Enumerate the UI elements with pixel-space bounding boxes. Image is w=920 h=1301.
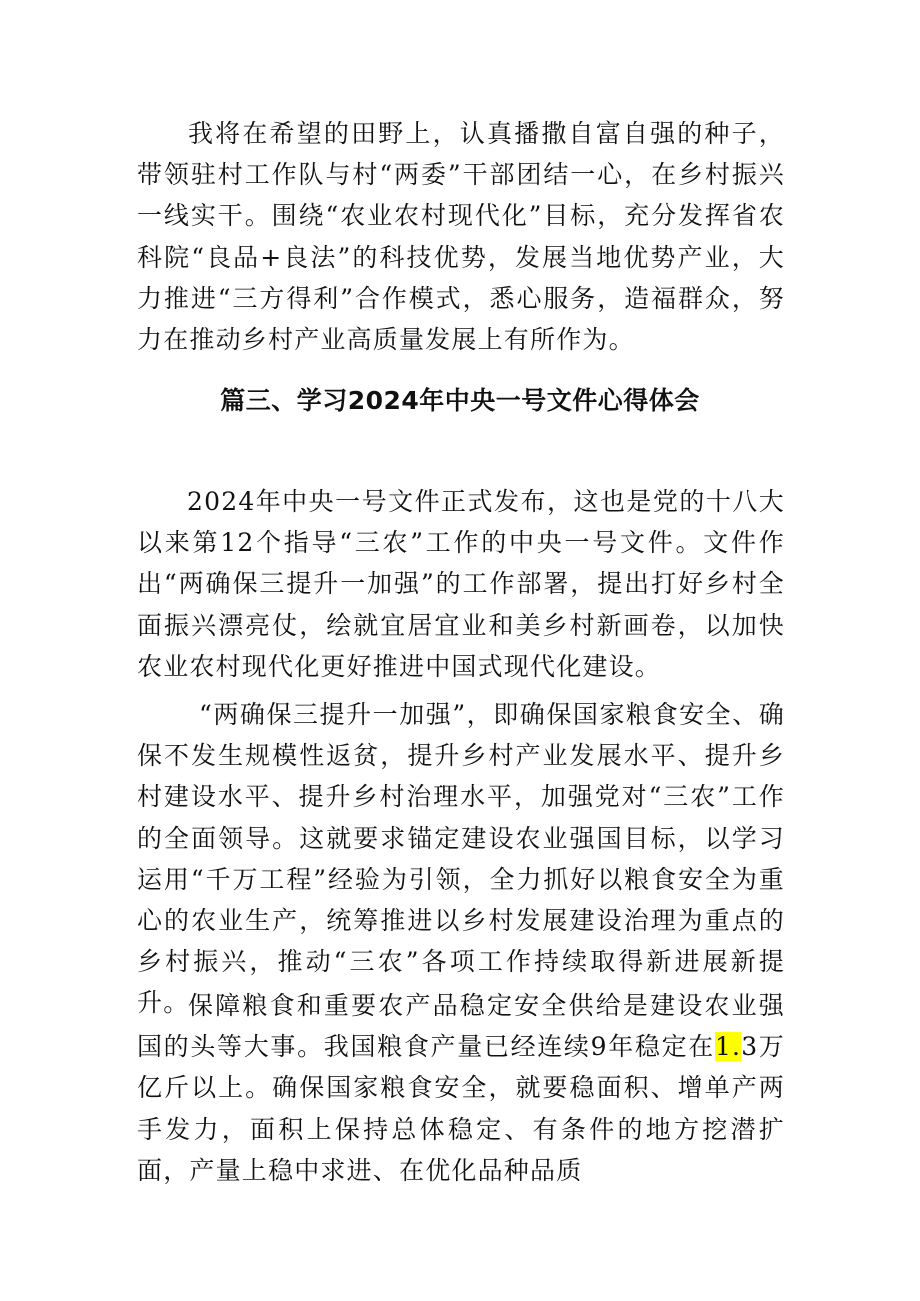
section-heading: 篇三、学习2024年中央一号文件心得体会 bbox=[220, 386, 700, 415]
paragraph-3-text: “两确保三提升一加强”，即确保国家粮食安全、确保不发生规模性返贫，提升乡村产业发展水平、提升乡村建设水平、提升乡村治理水平，加强党对“三农”工作的全面领导。这就要求锚定建设农业强国目标，以学习运用“千万工程”经验为引领，全力抓好以粮食安全为重心的农业生产，统筹推进以乡村发展建设治理为重点的乡村振兴，推动“三农”各项工作持续取得新进展新提升。 bbox=[137, 700, 785, 1018]
paragraph-4-text-after: 3万亿斤以上。确保国家粮食安全，就要稳面积、增单产两手发力，面积上保持总体稳定、有条件的地方挖潜扩面，产量上稳中求进、在优化品种品质 bbox=[137, 1032, 785, 1185]
paragraph-4-text-before: 保障粮食和重要农产品稳定安全供给是建设农业强国的头等大事。我国粮食产量已经连续9年稳定在 bbox=[137, 991, 785, 1062]
highlighted-text: 1. bbox=[714, 1032, 742, 1062]
paragraph-1 bbox=[137, 113, 785, 360]
paragraph-2-text: 2024年中央一号文件正式发布，这也是党的十八大以来第12个指导“三农”工作的中央一号文件。文件作出“两确保三提升一加强”的工作部署，提出打好乡村全面振兴漂亮仗，绘就宜居宜业和美乡村新画卷，以加快农业农村现代化更好推进中国式现代化建设。 bbox=[137, 487, 785, 681]
paragraph-4 bbox=[137, 985, 785, 1191]
paragraph-1-text: 我将在希望的田野上，认真播撒自富自强的种子，带领驻村工作队与村“两委”干部团结一心，在乡村振兴一线实干。围绕“农业农村现代化”目标，充分发挥省农科院“良品+良法”的科技优势，发展当地优势产业，大力推进“三方得利”合作模式，悉心服务，造福群众，努力在推动乡村产业高质量发展上有所作为。 bbox=[137, 119, 785, 355]
paragraph-2 bbox=[137, 481, 785, 687]
paragraph-3 bbox=[137, 694, 785, 1024]
